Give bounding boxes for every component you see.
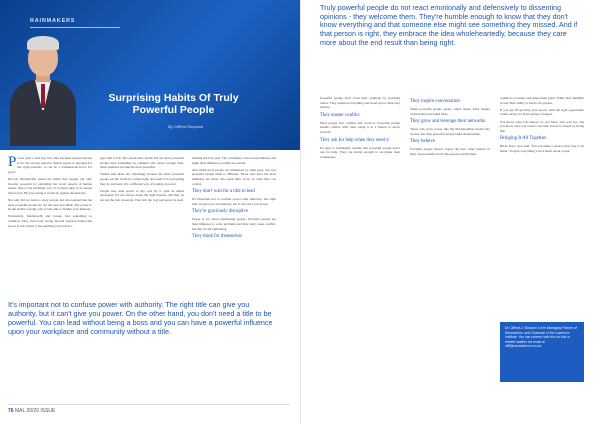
- paragraph: And while most people are influenced by their gaze, the way powerful people think is different. Those who have the most influence are those who keep their focus on what they can control.: [192, 167, 276, 186]
- paragraph: Studies like these are refreshing because the most powerful people see the world in a better light, and study it in everything they do and learn. It's a different way of looking at power.: [100, 172, 184, 186]
- subheading: They don't wait for a title to lead: [192, 189, 255, 195]
- right-column-1: [320, 96, 400, 162]
- author-bio-box: Dr Clifford J. Simpson is the Managing Partner of Rainmakers, and Chairman of the Lawrence Institute. You can connect with him on this or related matters via email at cliff@rainmakers.com.au.: [500, 322, 584, 382]
- paragraph: Niccolo Machiavelli spend the belief that people can only become powerful by exploiting the worst aspects of human nature. One of his teachings was, 'It is much safer to be feared than loved.' He was saying it would be against his interests.: [8, 176, 92, 195]
- hero-banner: [0, 0, 300, 150]
- subheading: They ask for help when they need it: [320, 137, 389, 143]
- paragraph: When powerful people speak, others listen. They inspire conversation and build ideas.: [410, 107, 490, 116]
- left-column-1: [8, 156, 92, 231]
- left-column-3: [192, 156, 276, 242]
- page-folio: [8, 408, 55, 414]
- subheading: They believe: [410, 139, 435, 145]
- paragraph: You know what you believe in, you know who you are, and you know what you want to become. Power is earned by living this.: [500, 119, 584, 133]
- pull-quote-left: It's important not to confuse power with authority. The right title can give you authority, but it can't give you power. On the other hand, you don't need a title to be powerful. You can lead without being a boss and you can have a powerful influence upon your workplace and community without a title.: [8, 300, 273, 336]
- subheading: They're graciously disruptive: [192, 209, 249, 215]
- paragraph: If you get off growing your power, until the right opportunity comes along, it's never going to happen.: [500, 107, 584, 117]
- paragraph: Fortunately, Machiavelli and Cesare had something in common. They were both wrong. Recent research found that power is not related to the qualities you'd expect.: [8, 214, 92, 228]
- paragraph: Brian Tracy once said, 'You can make a choice every day to be better.' Forgive everything you've heard about power.: [500, 144, 584, 153]
- right-column-3: [500, 96, 584, 156]
- subheading: They think for themselves: [192, 234, 243, 240]
- paragraph: ower gets a bad rap, but only because people pursue it for the wrong reasons. When power is pursued for the right reasons, it can be a tremendous force for good.: [8, 156, 92, 174]
- pull-quote-right: Truly powerful people do not react emotionally and defensively to dissenting opinions - they welcome them. They're humble enough to know that they don't know everything and that someone else might see something they missed. And if that person is right, they embrace the idea wholeheartedly, because they care more about the end result than being right.: [320, 4, 582, 48]
- paragraph: gaps that it felt. The researchers found that the most powerful people have something in common and, given enough time, these qualities become the most powerful.: [100, 156, 184, 170]
- paragraph: People who seek power at any cost try to gain an unfair advantage. It's not always about the right reasons, and they do not see the best in people. That isn't the way real power is used.: [100, 188, 184, 202]
- paragraph: Those who grow power like the Machiavellian model rely on fear, but truly powerful people build relationships.: [410, 127, 490, 136]
- paragraph: missing the best part. The confidence and resourcefulness that make their influence possible are earned.: [192, 156, 276, 165]
- paragraph: It's easy to mistakenly assume that powerful people never ask for help. They are strong enough to recognise their weaknesses.: [320, 145, 400, 159]
- paragraph: Power is not about dominating people. Powerful people use their influence to solve problems and they don't cause conflict, but they do the right thing.: [192, 217, 276, 231]
- drop-cap: P: [8, 154, 17, 170]
- article-title: Surprising Habits Of Truly Powerful People: [108, 92, 239, 116]
- footer-rule: [8, 404, 290, 405]
- section-rule: [30, 27, 120, 28]
- paragraph: common occasions and make them great. While their humility is real, their ability to lead is far greater.: [500, 96, 584, 105]
- paragraph: Not only did we learn to obey people, but also learned that the most powerful people are not the ones you think. The power to be the ability to judge who is best able to further your interests.: [8, 197, 92, 212]
- page-number: 76: [8, 408, 14, 414]
- paragraph: It's important not to confuse power with authority. The right title can give you an authority, but it can't give you power.: [192, 197, 276, 206]
- subheading: Bringing It All Together: [500, 136, 547, 142]
- paragraph: Most people fear conflict and avoid it. Powerful people handle conflict with calm, using it as a chance to move forward.: [320, 120, 400, 134]
- article-byline: By Clifford Simpson: [168, 124, 204, 129]
- subheading: They grow and leverage their networks: [410, 119, 486, 125]
- subheading: They master conflict: [320, 112, 360, 118]
- paragraph: Powerful people don't form their opinions by watching others. They question everything and stand up for what they believe.: [320, 96, 400, 110]
- left-column-2: [100, 156, 184, 205]
- section-tag: RAINMAKERS: [30, 18, 76, 24]
- paragraph: Powerful people always expect the best. They believe in their own potential and in the people around them.: [410, 147, 490, 156]
- author-portrait: [8, 36, 78, 146]
- right-column-2: [410, 96, 490, 159]
- issue-label: MAL 20/20 ISSUE: [14, 408, 56, 414]
- subheading: They inspire conversation: [410, 99, 460, 104]
